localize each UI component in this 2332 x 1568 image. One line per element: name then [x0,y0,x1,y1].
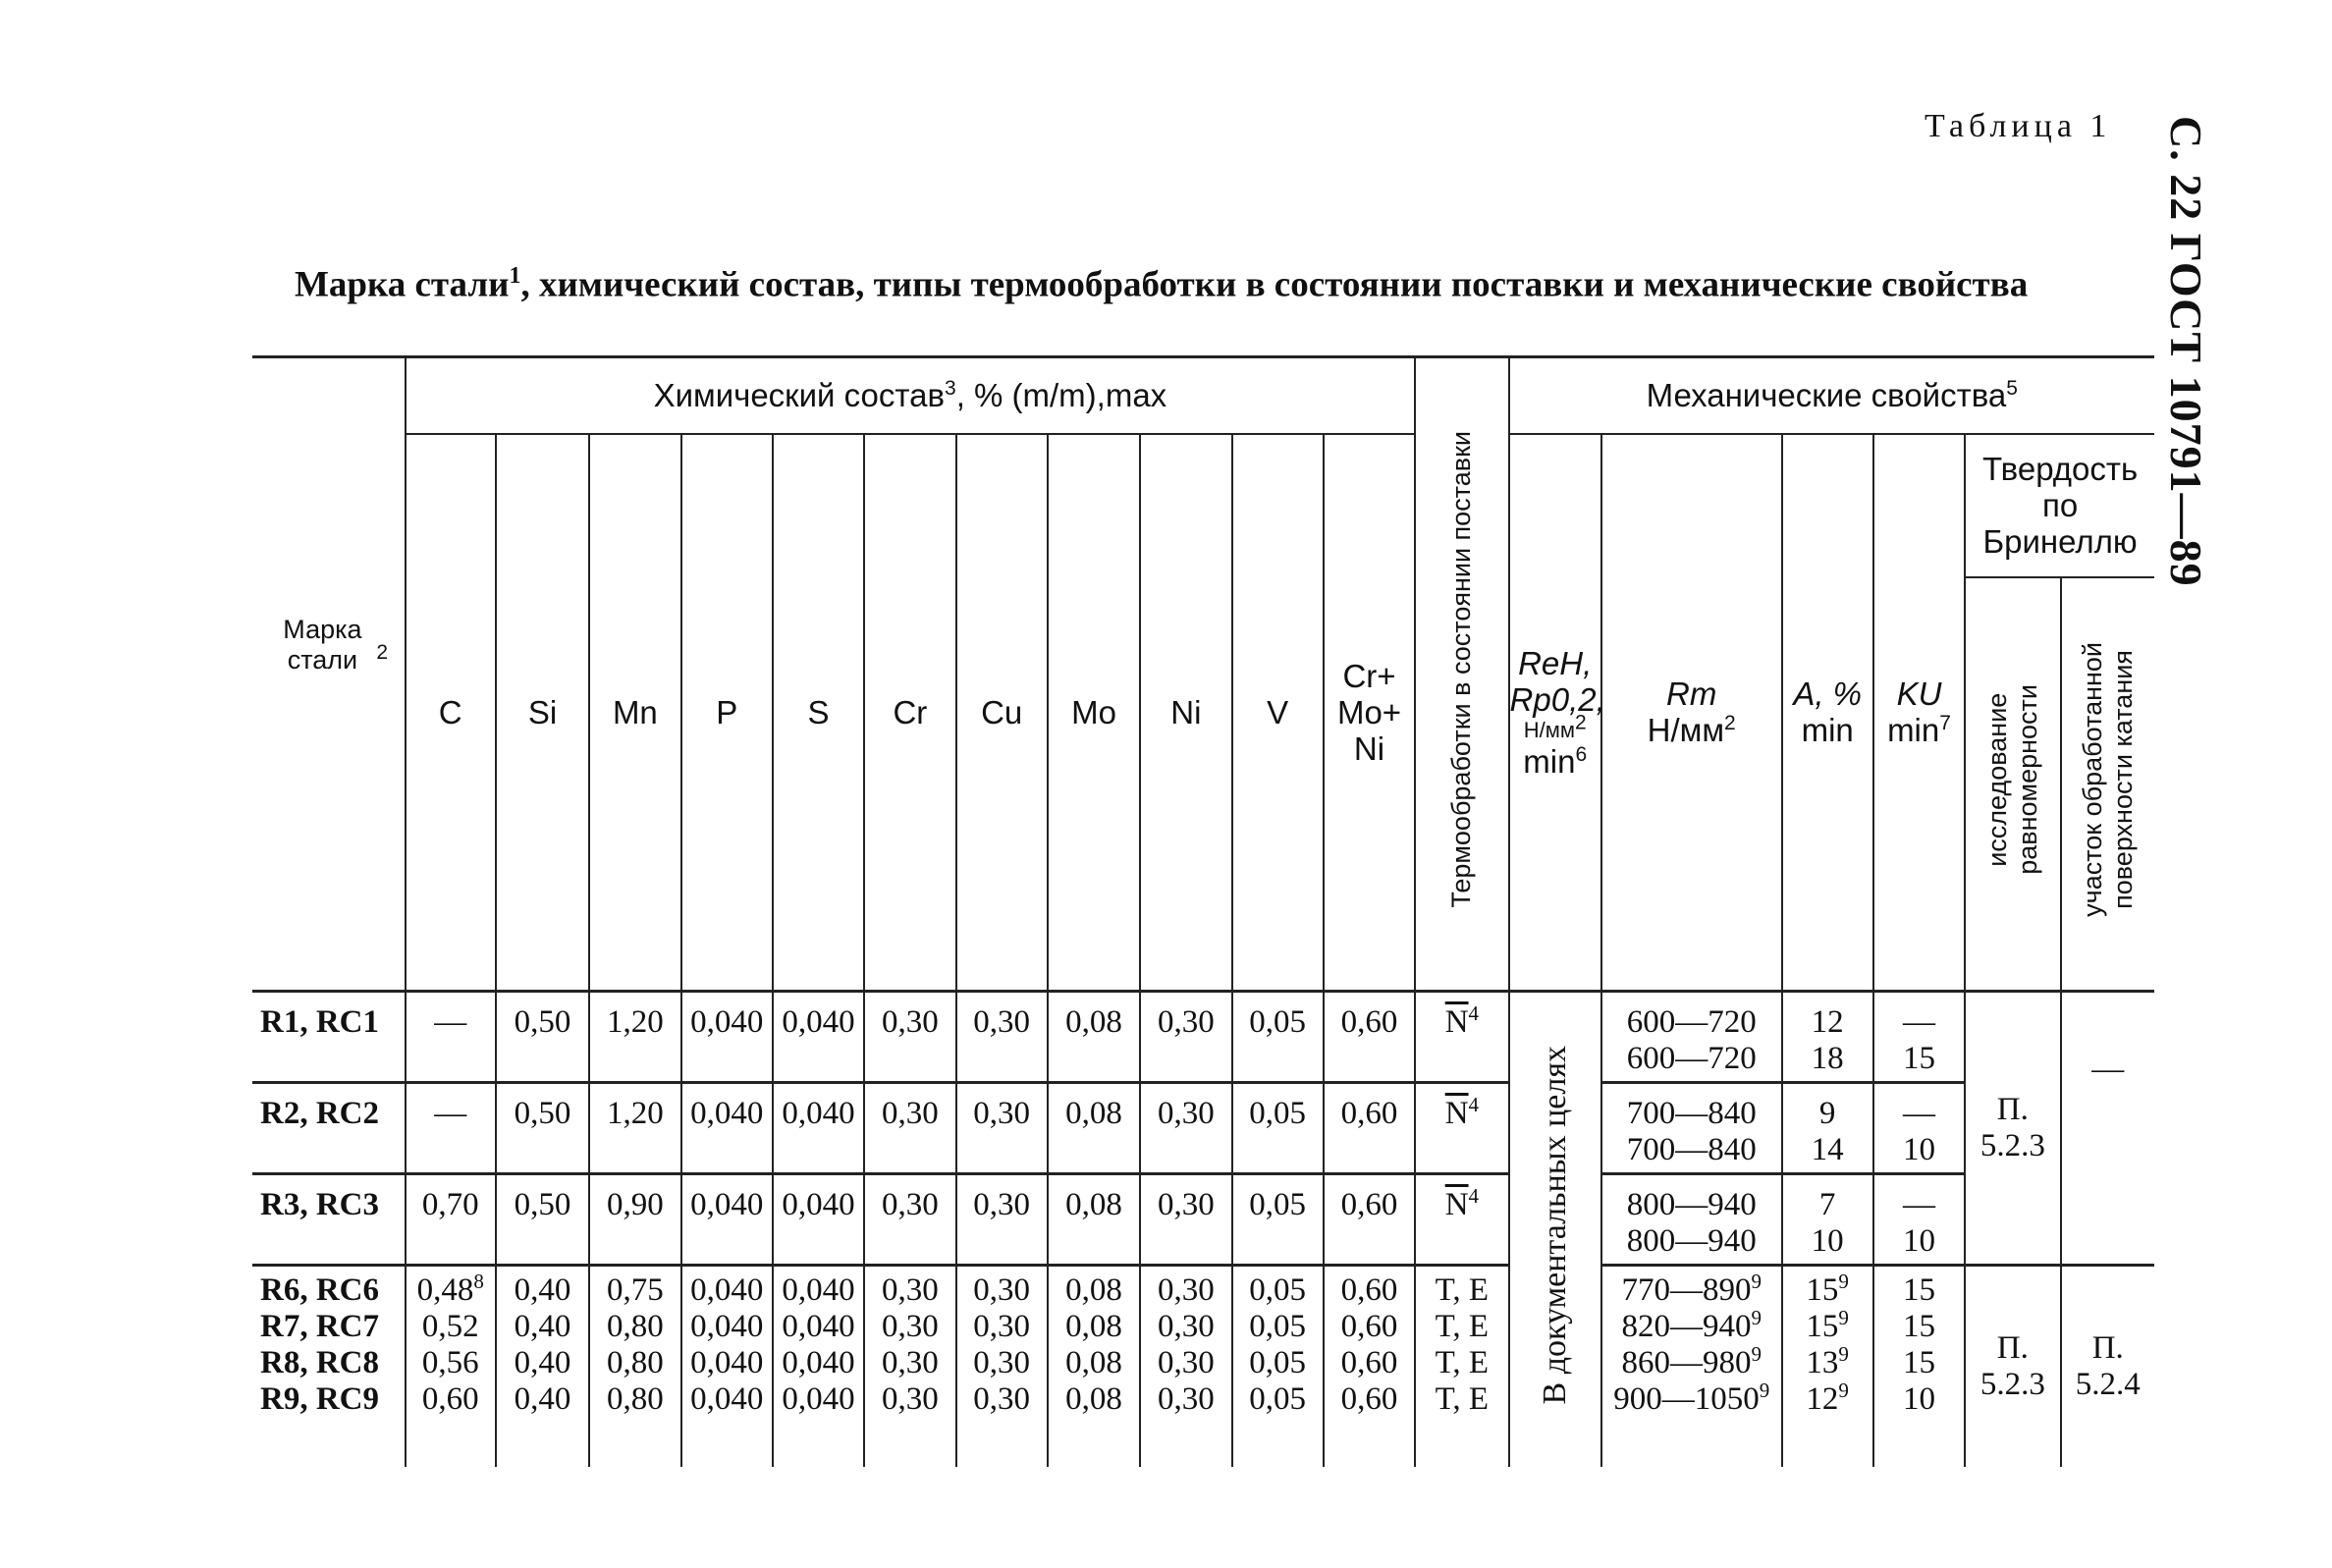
ku-value: 10 [1903,1223,1935,1259]
cr-value: 0,30 [881,1272,939,1308]
cr-value: 0,30 [881,1345,939,1380]
header-col-ni: Ni [1140,434,1231,992]
heat-cell [1415,1174,1508,1266]
header-col-s: S [773,434,864,992]
c-value: 0,56 [421,1345,479,1380]
v-cell: 0,05 [1232,1174,1324,1266]
mn-cell: 1,20 [589,992,680,1083]
cr-cell: 0,30 [864,1083,955,1174]
header-col-mn: Mn [589,434,680,992]
ni-cell: 0,30 [1140,1174,1231,1266]
v-value: 0,05 [1249,1381,1307,1417]
hardness-surface-merged: — [2061,992,2154,1266]
s-cell: 0,040 [773,992,864,1083]
s-cell [773,1266,864,1467]
hardness-surface-cell [2061,1266,2154,1467]
hardness-ref-line2: 5.2.4 [2075,1366,2141,1402]
s-value: 0,040 [782,1309,855,1344]
heat-value: T, E [1435,1272,1490,1308]
grade-value: R8, RC8 [260,1345,379,1380]
sum-cell: 0,60 [1324,992,1415,1083]
page-title [295,263,2160,305]
a-cell [1782,1266,1873,1467]
s-value: 0,040 [782,1381,855,1417]
header-rm-line2-sup: 2 [1724,712,1736,735]
hardness-ref-line2: 5.2.3 [1979,1366,2045,1402]
ku-cell [1873,1266,1965,1467]
a-value: 18 [1811,1041,1844,1076]
header-col-cu: Cu [956,434,1048,992]
rm-value-sup: 9 [1751,1342,1762,1366]
p-value: 0,040 [690,1309,764,1344]
heat-mark: $\overline{N}$ [1444,1096,1469,1131]
header-sum-line2: Mo+ [1336,693,1402,730]
header-sum-line1: Cr+ [1342,657,1396,694]
hardness-ref-line2: 5.2.3 [1979,1128,2045,1163]
table-row [252,1083,2154,1174]
ku-value: 10 [1903,1381,1935,1417]
s-cell: 0,040 [773,1174,864,1266]
hardness-ref-line1: П. [1996,1092,2029,1127]
header-a-line2: min [1801,712,1854,749]
si-value: 0,40 [514,1345,571,1380]
ku-cell [1873,1174,1965,1266]
header-surface-line1: участок обработанной [2077,641,2107,917]
rm-value-sup: 9 [1751,1306,1762,1329]
si-cell: 0,50 [496,992,589,1083]
p-value: 0,040 [690,1272,764,1308]
header-re-line4-sup: 6 [1575,742,1588,766]
table-row [252,1266,2154,1467]
header-heat [1415,357,1508,992]
c-cell [406,1266,496,1467]
p-cell [681,1266,773,1467]
p-cell: 0,040 [681,1174,773,1266]
cr-cell [864,1266,955,1467]
header-surface [2061,577,2154,992]
header-col-c: C [406,434,496,992]
a-value-sup: 9 [1838,1379,1849,1402]
si-value: 0,40 [514,1272,571,1308]
header-hardness-line3: Бринеллю [1982,523,2138,560]
p-value: 0,040 [690,1345,764,1380]
ku-value: — [1903,1096,1935,1131]
mn-cell: 0,90 [589,1174,680,1266]
header-sum-line3: Ni [1353,730,1385,767]
si-value: 0,40 [514,1309,571,1344]
rm-value: 700—840 [1626,1132,1757,1167]
a-value: 15 [1806,1309,1839,1344]
heat-cell [1415,1083,1508,1174]
ku-cell [1873,992,1965,1083]
ku-value: 10 [1903,1132,1935,1167]
cu-value: 0,30 [973,1272,1031,1308]
title-footnote: 1 [509,263,521,289]
sum-value: 0,60 [1340,1272,1398,1308]
si-cell [496,1266,589,1467]
cr-value: 0,30 [881,1309,939,1344]
header-col-re [1509,434,1605,992]
header-col-sum [1324,434,1415,992]
header-col-cr: Cr [864,434,955,992]
c-value: 0,60 [421,1381,479,1417]
heat-mark: $\overline{N}$ [1444,1004,1469,1040]
header-ku-line2-sup: 7 [1939,712,1951,735]
si-cell: 0,50 [496,1174,589,1266]
sum-value: 0,60 [1340,1345,1398,1380]
sum-value: 0,60 [1340,1309,1398,1344]
ni-cell: 0,30 [1140,992,1231,1083]
heat-mark-sup: 4 [1468,1001,1480,1025]
p-value: 0,040 [690,1381,764,1417]
mo-cell: 0,08 [1048,1083,1140,1174]
rm-value: 700—840 [1626,1096,1757,1131]
s-cell: 0,040 [773,1083,864,1174]
title-text: Марка стали [295,264,510,305]
rm-cell [1601,1174,1782,1266]
header-chem-group [406,357,1416,434]
ku-value: 15 [1903,1345,1935,1380]
page-side-header: С. 22 ГОСТ 10791—89 [2161,116,2211,587]
rm-value: 770—890 [1621,1272,1752,1308]
rm-value-sup: 9 [1751,1270,1762,1293]
si-cell: 0,50 [496,1083,589,1174]
heat-mark-sup: 4 [1468,1093,1480,1116]
ni-value: 0,30 [1157,1381,1215,1417]
header-re-line2: Rp0,2, [1509,680,1605,718]
table-label: Таблица 1 [1925,108,2112,144]
header-uniformity-line2: равномерности [2012,683,2042,875]
header-hardness-line2: по [2041,487,2079,523]
header-grade-sup: 2 [376,640,389,664]
grade-cell: R2, RC2 [252,1083,406,1174]
a-value-sup: 9 [1838,1306,1849,1329]
header-uniformity [1965,577,2060,992]
header-col-si: Si [496,434,589,992]
sum-cell: 0,60 [1324,1083,1415,1174]
rm-cell [1601,992,1782,1083]
mn-cell: 1,20 [589,1083,680,1174]
ni-cell: 0,30 [1140,1083,1231,1174]
p-cell: 0,040 [681,1083,773,1174]
header-hardness-line1: Твердость [1981,451,2139,487]
v-cell [1232,1266,1324,1467]
rm-value: 600—720 [1626,1041,1757,1076]
rm-value: 900—1050 [1613,1381,1760,1417]
c-value-sup: 8 [473,1270,484,1293]
hardness-uniform-merged [1965,992,2060,1266]
heat-mark: $\overline{N}$ [1444,1187,1469,1222]
mn-value: 0,80 [606,1345,664,1380]
rm-value: 800—940 [1626,1187,1757,1222]
mo-cell [1048,1266,1140,1467]
p-cell: 0,040 [681,992,773,1083]
cu-cell: 0,30 [956,1083,1048,1174]
header-chem-group-rest: , % (m/m),max [955,377,1167,414]
header-mech-group [1509,357,2154,434]
header-hardness [1965,434,2154,577]
re-note: В документальных целях [1537,1046,1574,1405]
grade-cell [252,1266,406,1467]
header-mech-group-text: Механические свойства [1646,377,2007,414]
a-value: 12 [1806,1381,1839,1417]
mn-value: 0,80 [606,1381,664,1417]
ku-value: 15 [1903,1272,1935,1308]
v-cell: 0,05 [1232,992,1324,1083]
sum-cell [1324,1266,1415,1467]
a-value: 10 [1811,1223,1844,1259]
header-ku-line2: min [1887,712,1940,749]
header-col-p: P [681,434,773,992]
grade-cell: R1, RC1 [252,992,406,1083]
mo-value: 0,08 [1065,1309,1122,1344]
a-value: 14 [1811,1132,1844,1167]
a-value: 13 [1806,1345,1839,1380]
header-col-mo: Mo [1048,434,1140,992]
mn-cell [589,1266,680,1467]
c-cell: — [406,1083,496,1174]
ni-cell [1140,1266,1231,1467]
rm-value: 820—940 [1621,1309,1752,1344]
cr-cell: 0,30 [864,992,955,1083]
ni-value: 0,30 [1157,1272,1215,1308]
title-rest: , химический состав, типы термообработки в состоянии поставки и механические свойства [520,264,2029,305]
rm-value: 860—980 [1621,1345,1752,1380]
a-cell [1782,1174,1873,1266]
v-cell: 0,05 [1232,1083,1324,1174]
ku-value: 15 [1903,1309,1935,1344]
hardness-ref-line1: П. [1996,1329,2029,1366]
heat-cell [1415,1266,1508,1467]
cu-value: 0,30 [973,1381,1031,1417]
heat-mark-sup: 4 [1468,1184,1480,1208]
re-merged-cell [1509,992,1601,1467]
heat-cell [1415,992,1508,1083]
header-re-line3-sup: 2 [1574,711,1587,734]
cu-cell: 0,30 [956,1174,1048,1266]
ni-value: 0,30 [1157,1309,1215,1344]
rm-cell [1601,1083,1782,1174]
a-value: 15 [1806,1272,1839,1308]
a-value: 7 [1818,1187,1836,1222]
table-row [252,992,2154,1083]
cr-cell: 0,30 [864,1174,955,1266]
heat-value: T, E [1435,1381,1490,1417]
header-rm-line1: Rm [1666,676,1717,713]
grade-value: R9, RC9 [260,1381,379,1417]
header-re-line3: Н/мм [1523,717,1575,742]
rm-cell [1601,1266,1782,1467]
mo-value: 0,08 [1065,1381,1122,1417]
ku-value: 15 [1903,1041,1935,1076]
hardness-uniform-cell [1965,1266,2060,1467]
cu-value: 0,30 [973,1345,1031,1380]
header-col-a [1782,434,1873,992]
s-value: 0,040 [782,1345,855,1380]
header-uniformity-line1: исследование [1981,692,2012,867]
mo-cell: 0,08 [1048,992,1140,1083]
a-cell [1782,992,1873,1083]
heat-value: T, E [1435,1345,1490,1380]
header-rm-line2: Н/мм [1647,712,1725,749]
ku-value: — [1903,1187,1935,1222]
v-value: 0,05 [1249,1345,1307,1380]
cu-value: 0,30 [973,1309,1031,1344]
header-grade-text: Марка стали [283,614,362,675]
ku-value: — [1903,1004,1935,1040]
sum-cell: 0,60 [1324,1174,1415,1266]
header-chem-group-sup: 3 [945,377,956,401]
header-re-line1: ReH, [1518,644,1593,681]
cu-cell [956,1266,1048,1467]
ku-cell [1873,1083,1965,1174]
c-value: 0,52 [421,1309,479,1344]
c-cell: — [406,992,496,1083]
header-heat-text: Термообработки в состоянии поставки [1446,431,1477,908]
mo-cell: 0,08 [1048,1174,1140,1266]
grade-value: R6, RC6 [260,1272,379,1308]
c-value: 0,48 [416,1272,474,1308]
a-value-sup: 9 [1838,1270,1849,1293]
cu-cell: 0,30 [956,992,1048,1083]
mo-value: 0,08 [1065,1345,1122,1380]
header-mech-group-sup: 5 [2006,377,2018,401]
a-value: 9 [1818,1096,1836,1131]
header-ku-line1: KU [1896,676,1942,713]
header-surface-line2: поверхности катания [2107,649,2138,909]
rm-value: 600—720 [1626,1004,1757,1040]
mn-value: 0,75 [606,1272,664,1308]
header-a-line1: A, % [1793,676,1863,713]
steel-grades-table [252,355,2154,1467]
header-col-rm [1601,434,1782,992]
header-re-line4: min [1523,742,1576,780]
rm-value: 800—940 [1626,1223,1757,1259]
header-col-v: V [1232,434,1324,992]
mn-value: 0,80 [606,1309,664,1344]
ni-value: 0,30 [1157,1345,1215,1380]
header-col-ku [1873,434,1965,992]
s-value: 0,040 [782,1272,855,1308]
heat-value: T, E [1435,1309,1490,1344]
grade-cell: R3, RC3 [252,1174,406,1266]
c-cell: 0,70 [406,1174,496,1266]
header-chem-group-text: Химический состав [653,377,945,414]
header-grade [252,357,406,992]
table-row [252,1174,2154,1266]
cr-value: 0,30 [881,1381,939,1417]
si-value: 0,40 [514,1381,571,1417]
rm-value-sup: 9 [1759,1379,1770,1402]
a-value: 12 [1811,1004,1844,1040]
a-cell [1782,1083,1873,1174]
sum-value: 0,60 [1340,1381,1398,1417]
hardness-ref-line1: П. [2091,1329,2124,1366]
grade-value: R7, RC7 [260,1309,379,1344]
a-value-sup: 9 [1838,1342,1849,1366]
v-value: 0,05 [1249,1272,1307,1308]
v-value: 0,05 [1249,1309,1307,1344]
mo-value: 0,08 [1065,1272,1122,1308]
